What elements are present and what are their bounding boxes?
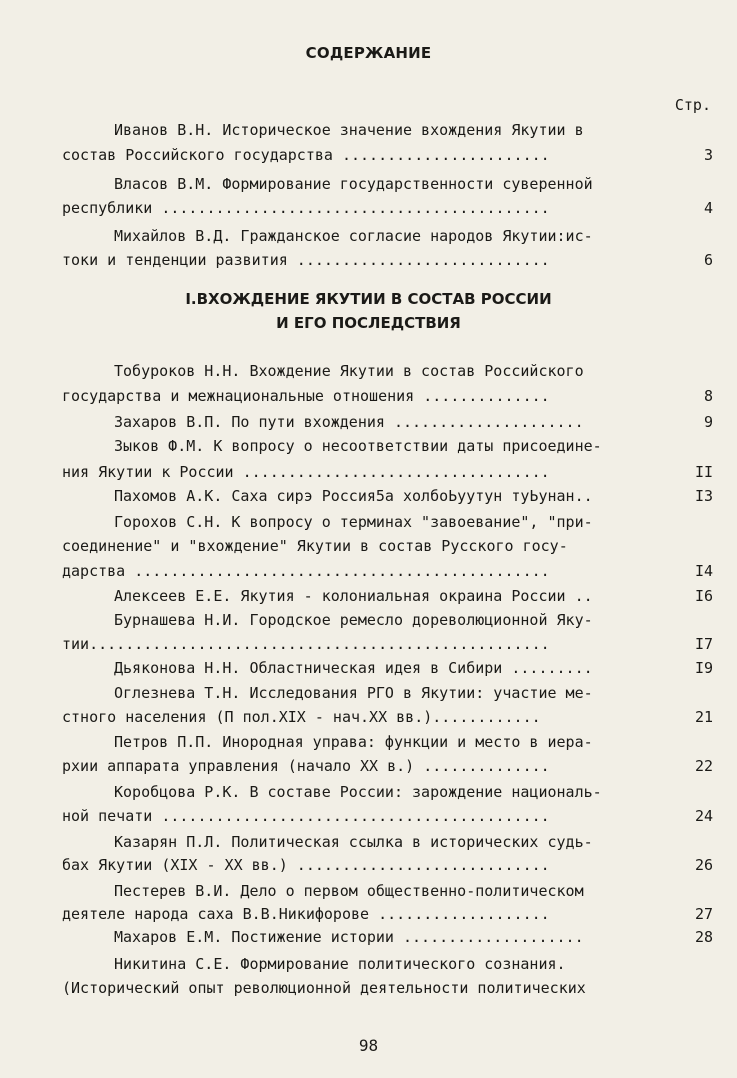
toc-line-text: состав Российского государства ....................... bbox=[62, 146, 550, 164]
toc-line bbox=[62, 804, 713, 828]
toc-line-text: рхии аппарата управления (начало XX в.) .............. bbox=[62, 757, 550, 775]
toc-page-number: 9 bbox=[703, 413, 713, 431]
toc-line-text: тии................................................... bbox=[62, 635, 550, 653]
toc-line-text: (Исторический опыт революционной деятельности политических bbox=[62, 979, 586, 997]
toc-line bbox=[62, 118, 713, 142]
toc-line bbox=[62, 853, 713, 877]
toc-line-text: Дьяконова Н.Н. Областническая идея в Сибири ......... bbox=[114, 659, 593, 677]
toc-line bbox=[62, 754, 713, 778]
toc-line-text: Горохов С.Н. К вопросу о терминах "завоевание", "при- bbox=[114, 513, 593, 531]
toc-page-number: 3 bbox=[703, 146, 713, 164]
toc-line bbox=[62, 952, 713, 976]
section-title-line-2: И ЕГО ПОСЛЕДСТВИЯ bbox=[276, 314, 461, 332]
toc-line bbox=[62, 608, 713, 632]
toc-line-text: ной печати ........................................... bbox=[62, 807, 550, 825]
toc-line bbox=[62, 584, 713, 608]
toc-line-text: ния Якутии к России .................................. bbox=[62, 463, 550, 481]
toc-line bbox=[62, 172, 713, 196]
toc-line-text: Махаров Е.М. Постижение истории .................... bbox=[114, 928, 584, 946]
toc-line bbox=[62, 196, 713, 220]
toc-line bbox=[62, 384, 713, 408]
toc-line bbox=[62, 730, 713, 754]
toc-line bbox=[62, 460, 713, 484]
toc-page-number: 26 bbox=[694, 856, 713, 874]
toc-line-text: Пестерев В.И. Дело о первом общественно-политическом bbox=[114, 882, 584, 900]
toc-line-text: Коробцова Р.К. В составе России: зарождение националь- bbox=[114, 783, 602, 801]
toc-line-text: бах Якутии (XIX - XX вв.) ............................ bbox=[62, 856, 550, 874]
toc-page-number: 6 bbox=[703, 251, 713, 269]
toc-page-number: I3 bbox=[694, 487, 713, 505]
toc-line bbox=[62, 705, 713, 729]
toc-line bbox=[62, 359, 713, 383]
toc-line bbox=[62, 632, 713, 656]
toc-line bbox=[62, 830, 713, 854]
toc-line-text: стного населения (П пол.XIX - нач.XX вв.)............ bbox=[62, 708, 541, 726]
toc-line-text: деятеле народа саха В.В.Никифорове ................... bbox=[62, 905, 550, 923]
toc-line-text: Захаров В.П. По пути вхождения ..................... bbox=[114, 413, 584, 431]
toc-line bbox=[62, 510, 713, 534]
page-column-header: Стр. bbox=[674, 96, 711, 114]
toc-page-number: 8 bbox=[703, 387, 713, 405]
toc-line-text: Тобуроков Н.Н. Вхождение Якутии в состав Российского bbox=[114, 362, 584, 380]
toc-page-number: I6 bbox=[694, 587, 713, 605]
toc-line bbox=[62, 410, 713, 434]
toc-line-text: Михайлов В.Д. Гражданское согласие народов Якутии:ис- bbox=[114, 227, 593, 245]
toc-page-number: I4 bbox=[694, 562, 713, 580]
toc-page-number: 27 bbox=[694, 905, 713, 923]
toc-line bbox=[62, 780, 713, 804]
page-title: СОДЕРЖАНИЕ bbox=[305, 44, 432, 62]
toc-line bbox=[62, 976, 713, 1000]
toc-line-text: Бурнашева Н.И. Городское ремесло дореволюционной Яку- bbox=[114, 611, 593, 629]
toc-line-text: Власов В.М. Формирование государственности суверенной bbox=[114, 175, 593, 193]
toc-line bbox=[62, 559, 713, 583]
toc-page-number: 24 bbox=[694, 807, 713, 825]
toc-line-text: токи и тенденции развития ............................ bbox=[62, 251, 550, 269]
toc-line bbox=[62, 656, 713, 680]
toc-page-number: 28 bbox=[694, 928, 713, 946]
toc-line bbox=[62, 534, 713, 558]
toc-page-number: 21 bbox=[694, 708, 713, 726]
toc-page-number: 22 bbox=[694, 757, 713, 775]
toc-line bbox=[62, 925, 713, 949]
toc-line-text: республики ........................................... bbox=[62, 199, 550, 217]
toc-line-text: Иванов В.Н. Историческое значение вхождения Якутии в bbox=[114, 121, 584, 139]
toc-line bbox=[62, 434, 713, 458]
toc-line bbox=[62, 902, 713, 926]
toc-line-text: соединение" и "вхождение" Якутии в состав Русского госу- bbox=[62, 537, 568, 555]
toc-line bbox=[62, 224, 713, 248]
toc-line-text: Казарян П.Л. Политическая ссылка в исторических судь- bbox=[114, 833, 593, 851]
toc-line bbox=[62, 143, 713, 167]
toc-line-text: государства и межнациональные отношения .............. bbox=[62, 387, 550, 405]
toc-line-text: Пахомов А.К. Саха сирэ Россия5а холбоЬуутун туЬунан.. bbox=[114, 487, 593, 505]
toc-page-number: I9 bbox=[694, 659, 713, 677]
toc-line-text: Никитина С.Е. Формирование политического сознания. bbox=[114, 955, 566, 973]
section-title-line-1: I.ВХОЖДЕНИЕ ЯКУТИИ В СОСТАВ РОССИИ bbox=[185, 290, 552, 308]
toc-line bbox=[62, 248, 713, 272]
toc-page-number: 4 bbox=[703, 199, 713, 217]
toc-line bbox=[62, 879, 713, 903]
toc-line-text: Оглезнева Т.Н. Исследования РГО в Якутии: участие ме- bbox=[114, 684, 593, 702]
page-number: 98 bbox=[358, 1036, 379, 1055]
toc-line bbox=[62, 681, 713, 705]
toc-page-number: I7 bbox=[694, 635, 713, 653]
toc-page-number: II bbox=[694, 463, 713, 481]
toc-line-text: Алексеев Е.Е. Якутия - колониальная окраина России .. bbox=[114, 587, 593, 605]
toc-line-text: Петров П.П. Инородная управа: функции и место в иера- bbox=[114, 733, 593, 751]
toc-line-text: дарства .............................................. bbox=[62, 562, 550, 580]
toc-line-text: Зыков Ф.М. К вопросу о несоответствии даты присоедине- bbox=[114, 437, 602, 455]
toc-line bbox=[62, 484, 713, 508]
